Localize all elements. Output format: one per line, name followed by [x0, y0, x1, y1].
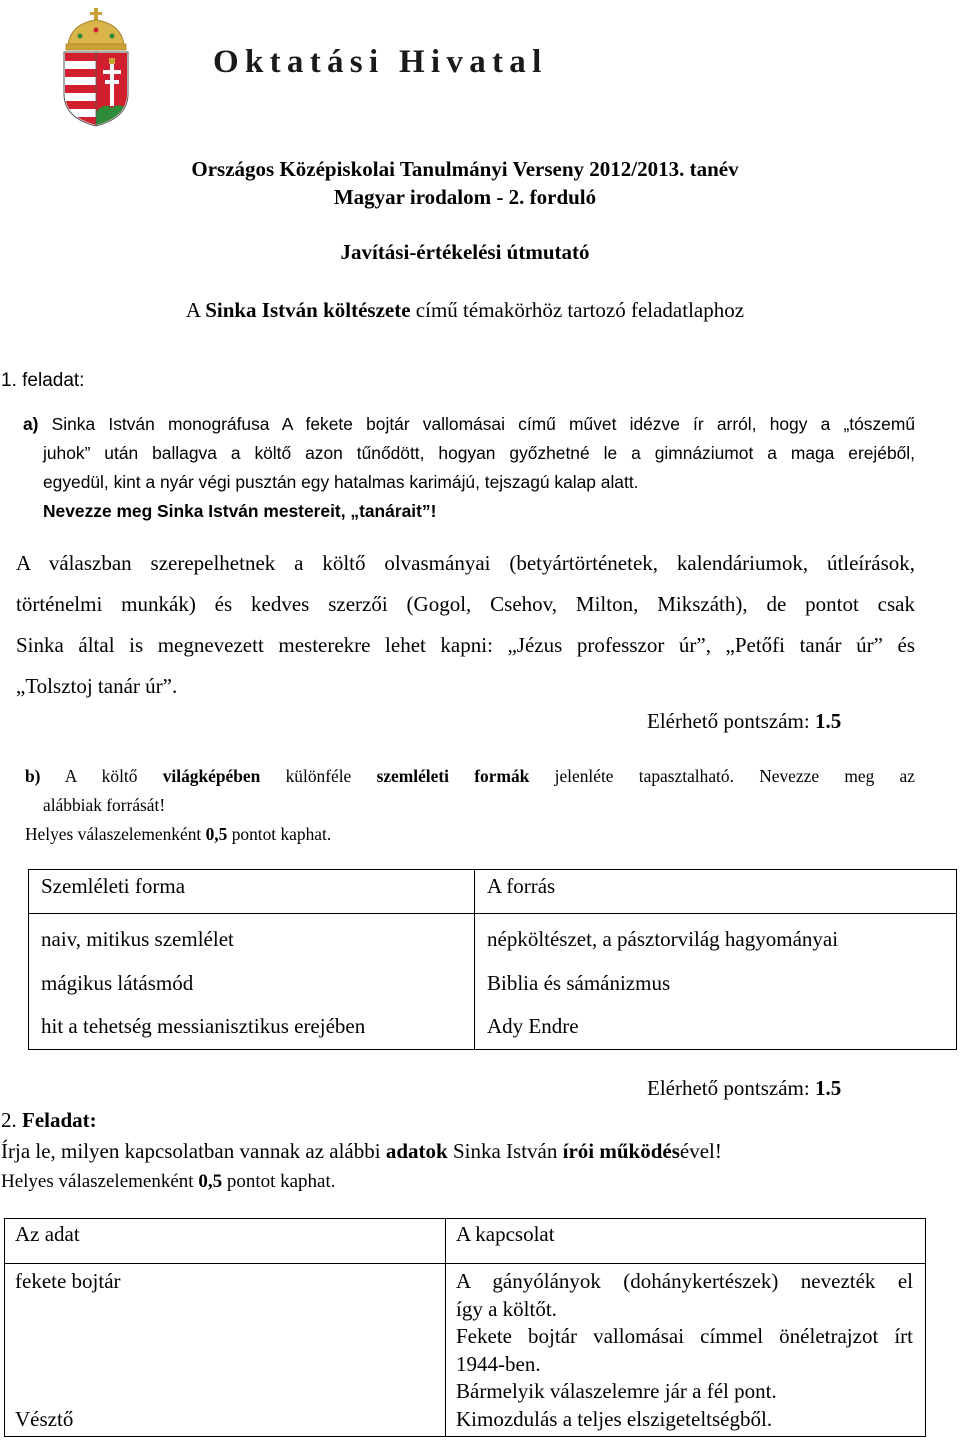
table-header-cell: Az adat — [5, 1219, 446, 1264]
table-header-cell: Szemléleti forma — [29, 870, 475, 914]
subject-round: Magyar irodalom - 2. forduló — [333, 185, 597, 209]
hungarian-coat-of-arms-logo — [60, 6, 132, 128]
table-header-cell: A forrás — [475, 870, 957, 914]
table-cell-line: Fekete bojtár vallomásai címmel önéletrajzot írt — [456, 1324, 913, 1348]
table-cell-line: Bármelyik válaszelemre jár a fél pont. — [456, 1379, 777, 1403]
table-header-row — [29, 870, 957, 914]
task1-heading: 1. feladat: — [1, 370, 85, 391]
table-header-row — [5, 1219, 926, 1264]
table-cell-line: A gányólányok (dohánykertészek) nevezték el — [456, 1269, 913, 1293]
table-cell-line: Kimozdulás a teljes elszigeteltségből. — [456, 1406, 773, 1431]
document-title: Javítási-értékelési útmutató — [340, 240, 590, 264]
table-cell: Vésztő — [15, 1407, 74, 1431]
table-cell: fekete bojtár — [15, 1269, 121, 1293]
task1a-points: Elérhető pontszám: 1.5 — [647, 709, 842, 733]
table-header-cell: A kapcsolat — [446, 1219, 926, 1264]
agency-name: Oktatási Hivatal — [213, 44, 548, 80]
task1a-question: Nevezze meg Sinka István mestereit, „tanárait”! — [43, 501, 437, 521]
table-cell-line: 1944-ben. — [456, 1351, 541, 1376]
table-row — [5, 1264, 926, 1437]
table-cell-line: így a költőt. — [456, 1296, 557, 1321]
table-cell: népköltészet, a pásztorvilág hagyományai — [487, 927, 839, 951]
task1a-answer: A válaszban szerepelhetnek a költő olvasmányai (betyártörténetek, kalendáriumok, útleírások, történelmi munkák) és kedves szerzői (Gogol, Csehov, Milton, Mikszáth), de pontot csak Sinka által is megnevezett mesterekre lehet kapni: „Jézus professzor úr”, „Petőfi tanár úr” és „Tolsztoj tanár úr”. — [16, 551, 915, 698]
task1a-prompt: a) Sinka István monográfusa A fekete bojtár vallomásai című művet idézve ír arról, hogy a „tószemű juhok” után ballagva a költő azon tűnődött, hogyan győzhetné le a gimnáziumot a maga erejéből, egyedül, kint a nyár végi pusztán egy hatalmas karimájú, tejszagú kalap alatt. Nevezze meg Sinka István mestereit, „tanárait”! — [23, 410, 915, 526]
task2-heading: 2. Feladat: — [1, 1108, 97, 1132]
table-cell: naiv, mitikus szemlélet — [41, 927, 234, 951]
table-row — [29, 914, 957, 1050]
task1b-prompt: b) A költő világképében különféle szemléleti formák jelenléte tapasztalható. Nevezze meg az alábbiak forrását! Helyes válaszelemenként 0,5 pontot kaphat. — [25, 762, 915, 849]
topic-name: Sinka István költészete — [205, 298, 411, 322]
task1b-table — [28, 869, 957, 1050]
task1b-points: Elérhető pontszám: 1.5 — [647, 1076, 842, 1100]
table-cell: mágikus látásmód — [41, 970, 194, 995]
competition-title: Országos Középiskolai Tanulmányi Verseny 2012/2013. tanév — [191, 157, 739, 181]
task2-prompt: Írja le, milyen kapcsolatban vannak az alábbi adatok Sinka István írói működésével! — [1, 1139, 722, 1163]
task2-table — [4, 1218, 926, 1437]
table-cell: Biblia és sámánizmus — [487, 970, 671, 995]
task1b-scoring: Helyes válaszelemenként 0,5 pontot kaphat. — [25, 824, 332, 844]
table-cell: hit a tehetség messianisztikus erejében — [41, 1014, 366, 1038]
document-subtitle: A Sinka István költészete című témakörhöz tartozó feladatlaphoz — [185, 298, 745, 322]
task2-scoring: Helyes válaszelemenként 0,5 pontot kaphat. — [1, 1171, 336, 1192]
table-cell: Ady Endre — [487, 1014, 579, 1038]
